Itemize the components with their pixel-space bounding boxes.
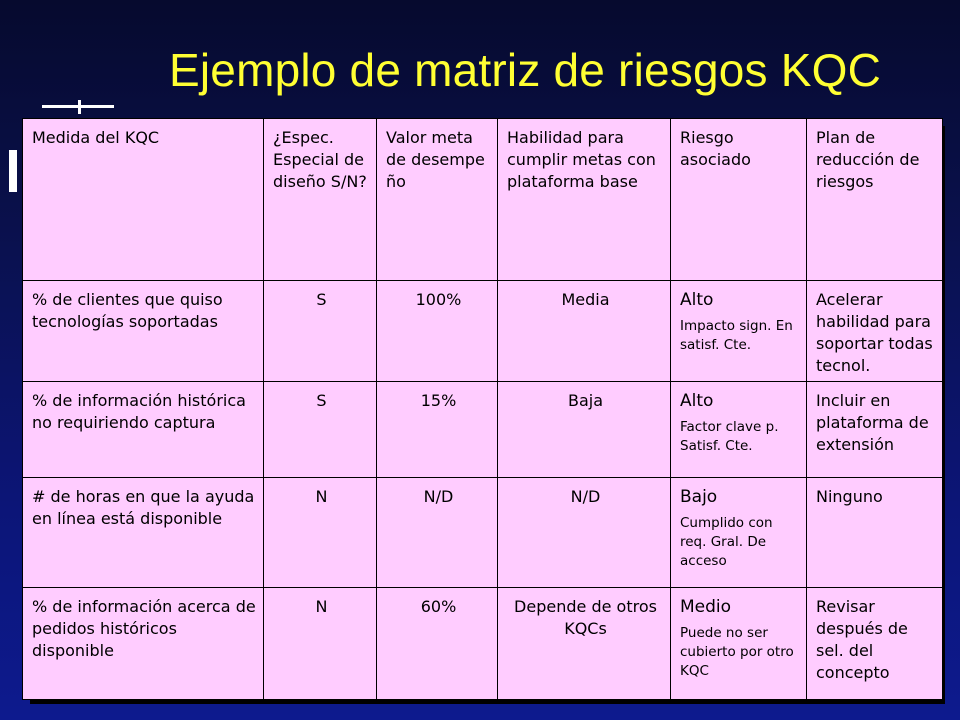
- risk-note: Impacto sign. En satisf. Cte.: [680, 318, 793, 353]
- cell-measure: % de información histórica no requiriendo captura: [23, 382, 264, 478]
- risk-note: Puede no ser cubierto por otro KQC: [680, 625, 794, 679]
- cell-ability: N/D: [498, 478, 671, 588]
- cell-plan: Acelerar habilidad para soportar todas tecnol.: [807, 281, 943, 382]
- cell-target: 60%: [377, 588, 498, 700]
- cell-measure: # de horas en que la ayuda en línea está disponible: [23, 478, 264, 588]
- risk-level: Medio: [680, 597, 732, 617]
- cell-target: N/D: [377, 478, 498, 588]
- cell-special: S: [264, 281, 377, 382]
- risk-matrix-table: [22, 118, 943, 700]
- header-associated-risk: Riesgo asociado: [671, 119, 807, 281]
- cell-special: N: [264, 588, 377, 700]
- cell-plan: Incluir en plataforma de extensión: [807, 382, 943, 478]
- slide-title: Ejemplo de matriz de riesgos KQC: [168, 44, 881, 96]
- table-row: [23, 281, 943, 382]
- cell-measure: % de clientes que quiso tecnologías soportadas: [23, 281, 264, 382]
- cell-target: 100%: [377, 281, 498, 382]
- cell-measure: % de información acerca de pedidos históricos disponible: [23, 588, 264, 700]
- decorative-bar: [9, 150, 17, 192]
- header-ability: Habilidad para cumplir metas con plataforma base: [498, 119, 671, 281]
- cell-plan: Ninguno: [807, 478, 943, 588]
- risk-level: Alto: [680, 290, 714, 310]
- cell-special: S: [264, 382, 377, 478]
- cell-risk: [671, 281, 807, 382]
- header-target-value: Valor meta de desempe ño: [377, 119, 498, 281]
- cell-ability: Media: [498, 281, 671, 382]
- table-row: [23, 382, 943, 478]
- cell-risk: [671, 478, 807, 588]
- cell-ability: Depende de otros KQCs: [498, 588, 671, 700]
- cell-target: 15%: [377, 382, 498, 478]
- decorative-tick: [78, 100, 81, 114]
- table-row: [23, 588, 943, 700]
- risk-note: Cumplido con req. Gral. De acceso: [680, 515, 773, 569]
- cell-plan: Revisar después de sel. del concepto: [807, 588, 943, 700]
- cell-risk: [671, 382, 807, 478]
- cell-risk: [671, 588, 807, 700]
- risk-level: Alto: [680, 391, 714, 411]
- cell-ability: Baja: [498, 382, 671, 478]
- table-header-row: [23, 119, 943, 281]
- header-kqc-measure: Medida del KQC: [23, 119, 264, 281]
- risk-note: Factor clave p. Satisf. Cte.: [680, 419, 779, 454]
- table-row: [23, 478, 943, 588]
- risk-level: Bajo: [680, 487, 718, 507]
- header-risk-plan: Plan de reducción de riesgos: [807, 119, 943, 281]
- cell-special: N: [264, 478, 377, 588]
- header-special-spec: ¿Espec. Especial de diseño S/N?: [264, 119, 377, 281]
